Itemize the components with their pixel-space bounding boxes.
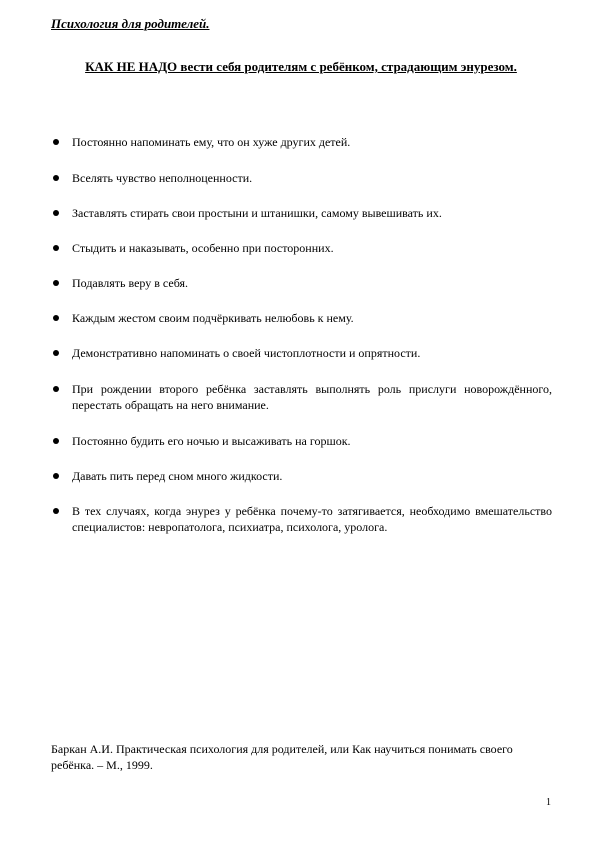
page-number: 1 xyxy=(546,797,551,808)
list-item-text: Демонстративно напоминать о своей чистоплотности и опрятности. xyxy=(72,346,421,360)
bullet-icon xyxy=(53,350,59,356)
list-item-text: В тех случаях, когда энурез у ребёнка почему-то затягивается, необходимо вмешательство специалистов: невропатолога, психиатра, психолога, уролога. xyxy=(72,504,552,534)
bullet-icon xyxy=(53,210,59,216)
list-item-text: Постоянно напоминать ему, что он хуже других детей. xyxy=(72,135,351,149)
list-item-text: Заставлять стирать свои простыни и штанишки, самому вывешивать их. xyxy=(72,206,442,220)
list-item-text: Давать пить перед сном много жидкости. xyxy=(72,469,283,483)
bullet-icon xyxy=(53,473,59,479)
bullet-icon xyxy=(53,280,59,286)
bullet-icon xyxy=(53,245,59,251)
bullet-icon xyxy=(53,315,59,321)
document-title: КАК НЕ НАДО вести себя родителям с ребёнком, страдающим энурезом. xyxy=(85,59,517,74)
bullet-icon xyxy=(53,438,59,444)
list-item-text: Постоянно будить его ночью и высаживать на горшок. xyxy=(72,434,351,448)
list-item-text: Стыдить и наказывать, особенно при посторонних. xyxy=(72,241,334,255)
bullet-icon xyxy=(53,386,59,392)
bullet-icon xyxy=(53,139,59,145)
bullet-icon xyxy=(53,508,59,514)
list-item-text: При рождении второго ребёнка заставлять выполнять роль прислуги новорождённого, перестать обращать на него внимание. xyxy=(72,382,552,412)
bibliography-reference: Баркан А.И. Практическая психология для родителей, или Как научиться понимать своего ребёнка. – М., 1999. xyxy=(51,742,513,772)
list-item-text: Вселять чувство неполноценности. xyxy=(72,171,253,185)
bullet-icon xyxy=(53,175,59,181)
list-item-text: Каждым жестом своим подчёркивать нелюбовь к нему. xyxy=(72,311,354,325)
list-item-text: Подавлять веру в себя. xyxy=(72,276,189,290)
document-header: Психология для родителей. xyxy=(51,16,210,31)
